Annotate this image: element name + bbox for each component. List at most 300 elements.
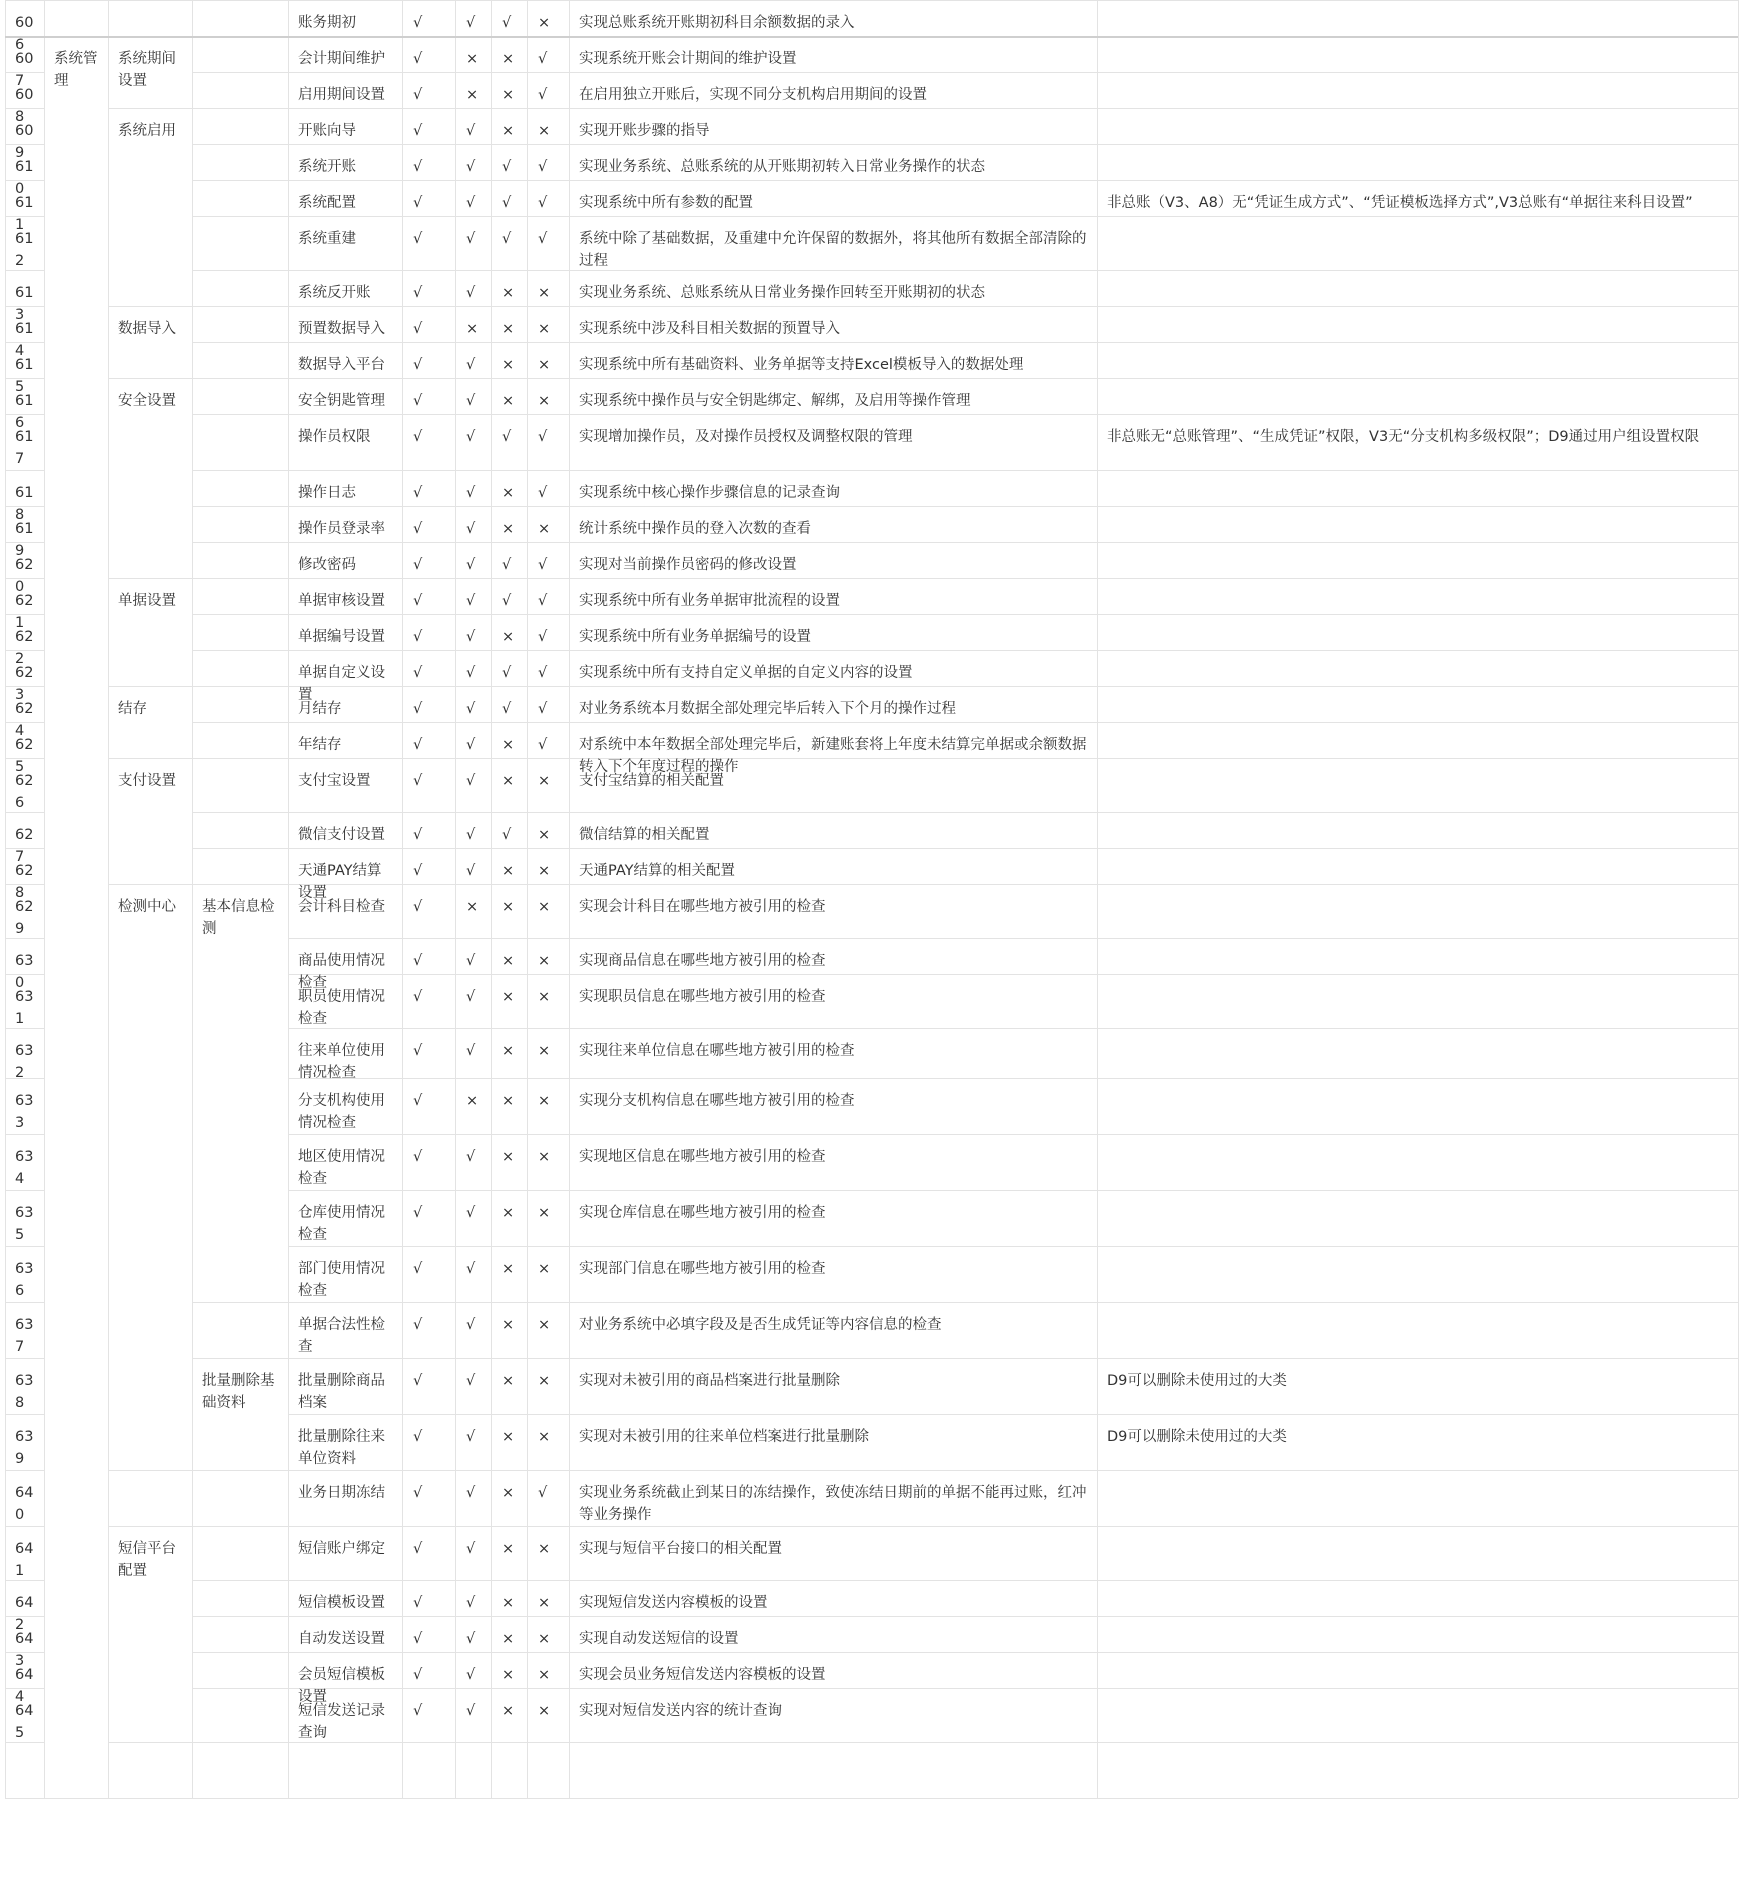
row-divider: [288, 1798, 402, 1799]
row-divider: [108, 1742, 192, 1743]
category-l3: [192, 108, 288, 144]
mark-1: √: [413, 701, 423, 717]
row-number: 610: [15, 159, 34, 197]
row-number: 629: [15, 899, 34, 937]
mark-1: √: [413, 321, 423, 337]
row-number: 628: [15, 863, 34, 901]
feature-name: 商品使用情况检查: [298, 953, 385, 991]
mark-3: √: [502, 15, 512, 31]
row-number: 638: [15, 1373, 34, 1411]
feature-name: 系统开账: [298, 159, 356, 175]
description: 实现业务系统截止到某日的冻结操作，致使冻结日期前的单据不能再过账，红冲等业务操作: [579, 1485, 1087, 1523]
category-l3: [192, 1652, 288, 1688]
category-l3: [192, 848, 288, 884]
mark-2: √: [466, 123, 476, 139]
note: [1097, 1078, 1738, 1134]
row-number: 634: [15, 1149, 34, 1187]
category-l3: 批量删除基础资料: [202, 1373, 275, 1411]
feature-name: 预置数据导入: [298, 321, 385, 337]
feature-name: 数据导入平台: [298, 357, 385, 373]
mark-4: ×: [538, 321, 551, 337]
description: 实现地区信息在哪些地方被引用的检查: [579, 1149, 826, 1165]
description: 实现对未被引用的商品档案进行批量删除: [579, 1373, 840, 1389]
row-number: 626: [15, 773, 34, 811]
mark-3: √: [502, 665, 512, 681]
row-divider: [1097, 1798, 1738, 1799]
mark-4: ×: [538, 1631, 551, 1647]
mark-1: √: [413, 827, 423, 843]
mark-2: √: [466, 1429, 476, 1445]
note: [1097, 0, 1738, 36]
mark-3: √: [502, 159, 512, 175]
description: 实现对当前操作员密码的修改设置: [579, 557, 797, 573]
row-number: 635: [15, 1205, 34, 1243]
row-number: 623: [15, 665, 34, 703]
note: [1097, 270, 1738, 306]
category-l2: 结存: [118, 701, 147, 717]
note: [1097, 506, 1738, 542]
mark-2: √: [466, 863, 476, 879]
row-number: 617: [15, 429, 34, 467]
mark-1: √: [413, 737, 423, 753]
mark-3: ×: [502, 1317, 515, 1333]
mark-4: √: [538, 1485, 548, 1501]
mark-3: √: [502, 557, 512, 573]
mark-4: ×: [538, 863, 551, 879]
mark-3: ×: [502, 1093, 515, 1109]
feature-name: 短信账户绑定: [298, 1541, 385, 1557]
mark-4: ×: [538, 1595, 551, 1611]
row-divider: [108, 0, 192, 1]
mark-4: ×: [538, 1317, 551, 1333]
mark-1: √: [413, 629, 423, 645]
category-l1: 系统管理: [54, 51, 98, 89]
mark-3: ×: [502, 1595, 515, 1611]
description: 实现仓库信息在哪些地方被引用的检查: [579, 1205, 826, 1221]
description: 天通PAY结算的相关配置: [579, 863, 735, 879]
description: 实现商品信息在哪些地方被引用的检查: [579, 953, 826, 969]
mark-1: √: [413, 485, 423, 501]
category-l3: [192, 812, 288, 848]
mark-4: √: [538, 737, 548, 753]
row-number: 609: [15, 123, 34, 161]
feature-name: 短信模板设置: [298, 1595, 385, 1611]
mark-3: √: [502, 701, 512, 717]
category-l3: [192, 180, 288, 216]
feature-name: 会员短信模板设置: [298, 1667, 385, 1705]
row-number: 637: [15, 1317, 34, 1355]
note: [1097, 108, 1738, 144]
mark-2: √: [466, 989, 476, 1005]
row-divider: [491, 1742, 527, 1743]
description: 实现职员信息在哪些地方被引用的检查: [579, 989, 826, 1005]
note: [1097, 342, 1738, 378]
category-l3: [192, 1302, 288, 1358]
note: [1097, 884, 1738, 938]
note: [1097, 578, 1738, 614]
mark-3: ×: [502, 1429, 515, 1445]
row-number: 631: [15, 989, 34, 1027]
note: [1097, 812, 1738, 848]
mark-4: ×: [538, 1093, 551, 1109]
mark-4: √: [538, 629, 548, 645]
mark-1: √: [413, 1043, 423, 1059]
mark-2: √: [466, 629, 476, 645]
description: 实现系统中所有业务单据编号的设置: [579, 629, 811, 645]
mark-4: ×: [538, 1667, 551, 1683]
mark-4: √: [538, 231, 548, 247]
note: [1097, 1302, 1738, 1358]
mark-2: √: [466, 15, 476, 31]
row-number: 625: [15, 737, 34, 775]
note: 非总账无“总账管理”、“生成凭证”权限，V3无“分支机构多级权限”；D9通过用户组设置权限: [1107, 429, 1700, 445]
row-divider: [44, 0, 108, 1]
category-l3: [192, 758, 288, 812]
mark-3: √: [502, 231, 512, 247]
description: 实现系统开账会计期间的维护设置: [579, 51, 797, 67]
description: 系统中除了基础数据，及重建中允许保留的数据外，将其他所有数据全部清除的过程: [579, 231, 1087, 269]
mark-4: ×: [538, 1043, 551, 1059]
mark-1: √: [413, 51, 423, 67]
category-l3: [192, 36, 288, 72]
mark-1: √: [413, 393, 423, 409]
note: [1097, 614, 1738, 650]
description: 对业务系统本月数据全部处理完毕后转入下个月的操作过程: [579, 701, 956, 717]
category-l3: [192, 0, 288, 36]
feature-name: 会计科目检查: [298, 899, 385, 915]
row-number: 622: [15, 629, 34, 667]
mark-1: √: [413, 665, 423, 681]
mark-2: √: [466, 737, 476, 753]
description: 实现系统中所有业务单据审批流程的设置: [579, 593, 840, 609]
description: 实现会员业务短信发送内容模板的设置: [579, 1667, 826, 1683]
row-divider: [1097, 1742, 1738, 1743]
row-divider: [402, 1742, 455, 1743]
mark-3: ×: [502, 1205, 515, 1221]
mark-4: √: [538, 87, 548, 103]
description: 实现会计科目在哪些地方被引用的检查: [579, 899, 826, 915]
mark-1: √: [413, 357, 423, 373]
mark-4: ×: [538, 1261, 551, 1277]
mark-1: √: [413, 593, 423, 609]
mark-2: √: [466, 557, 476, 573]
feature-name: 短信发送记录查询: [298, 1703, 385, 1741]
mark-1: √: [413, 1595, 423, 1611]
row-number: 640: [15, 1485, 34, 1523]
note: [1097, 1616, 1738, 1652]
mark-1: √: [413, 1541, 423, 1557]
note: [1097, 216, 1738, 270]
description: 在启用独立开账后，实现不同分支机构启用期间的设置: [579, 87, 927, 103]
note: [1097, 938, 1738, 974]
row-divider: [569, 1798, 1097, 1799]
description: 实现系统中操作员与安全钥匙绑定、解绑，及启用等操作管理: [579, 393, 971, 409]
feature-name: 微信支付设置: [298, 827, 385, 843]
category-l2: 系统启用: [118, 123, 176, 139]
feature-name: 单据编号设置: [298, 629, 385, 645]
row-divider: [455, 1742, 491, 1743]
feature-table: [5, 0, 1738, 1899]
note: [1097, 722, 1738, 758]
mark-4: ×: [538, 1541, 551, 1557]
mark-2: ×: [466, 1093, 479, 1109]
mark-2: √: [466, 1317, 476, 1333]
mark-4: ×: [538, 15, 551, 31]
mark-2: √: [466, 1149, 476, 1165]
mark-3: √: [502, 593, 512, 609]
mark-2: √: [466, 1595, 476, 1611]
category-l3: [192, 470, 288, 506]
mark-3: ×: [502, 321, 515, 337]
feature-name: 天通PAY结算设置: [298, 863, 382, 901]
mark-2: ×: [466, 321, 479, 337]
mark-3: ×: [502, 953, 515, 969]
mark-2: √: [466, 665, 476, 681]
note: [1097, 974, 1738, 1028]
mark-1: √: [413, 159, 423, 175]
row-divider: [569, 1742, 1097, 1743]
note: [1097, 686, 1738, 722]
feature-name: 会计期间维护: [298, 51, 385, 67]
mark-2: √: [466, 701, 476, 717]
note: [1097, 1028, 1738, 1078]
mark-2: √: [466, 593, 476, 609]
mark-3: ×: [502, 485, 515, 501]
mark-3: ×: [502, 737, 515, 753]
feature-name: 操作员权限: [298, 429, 371, 445]
mark-4: ×: [538, 773, 551, 789]
mark-4: √: [538, 701, 548, 717]
mark-4: ×: [538, 1205, 551, 1221]
mark-2: √: [466, 1261, 476, 1277]
feature-name: 支付宝设置: [298, 773, 371, 789]
description: 实现自动发送短信的设置: [579, 1631, 739, 1647]
mark-3: ×: [502, 773, 515, 789]
mark-2: √: [466, 159, 476, 175]
mark-3: ×: [502, 87, 515, 103]
mark-3: √: [502, 827, 512, 843]
mark-4: ×: [538, 1149, 551, 1165]
feature-name: 操作日志: [298, 485, 356, 501]
description: 支付宝结算的相关配置: [579, 773, 724, 789]
mark-1: √: [413, 429, 423, 445]
mark-1: √: [413, 863, 423, 879]
feature-name: 开账向导: [298, 123, 356, 139]
row-number: 616: [15, 393, 34, 431]
category-l3: [192, 578, 288, 614]
row-number: 643: [15, 1631, 34, 1669]
mark-4: √: [538, 195, 548, 211]
feature-name: 系统反开账: [298, 285, 371, 301]
category-l3: [192, 306, 288, 342]
mark-3: ×: [502, 357, 515, 373]
description: 实现业务系统、总账系统从日常业务操作回转至开账期初的状态: [579, 285, 985, 301]
category-l2: 安全设置: [118, 393, 176, 409]
mark-4: √: [538, 429, 548, 445]
mark-1: √: [413, 87, 423, 103]
row-number: 632: [15, 1043, 34, 1081]
mark-2: ×: [466, 899, 479, 915]
mark-2: √: [466, 357, 476, 373]
mark-3: ×: [502, 521, 515, 537]
mark-4: ×: [538, 989, 551, 1005]
mark-3: ×: [502, 1485, 515, 1501]
feature-name: 系统重建: [298, 231, 356, 247]
description: 实现对短信发送内容的统计查询: [579, 1703, 782, 1719]
mark-2: √: [466, 1541, 476, 1557]
mark-4: ×: [538, 1373, 551, 1389]
note: [1097, 542, 1738, 578]
category-l3: [192, 342, 288, 378]
mark-2: ×: [466, 51, 479, 67]
row-number: 611: [15, 195, 34, 233]
row-divider: [455, 1798, 491, 1799]
mark-1: √: [413, 1485, 423, 1501]
description: 统计系统中操作员的登入次数的查看: [579, 521, 811, 537]
mark-3: ×: [502, 51, 515, 67]
mark-4: ×: [538, 827, 551, 843]
row-number: 607: [15, 51, 34, 89]
mark-4: ×: [538, 123, 551, 139]
row-number: 606: [15, 15, 34, 53]
mark-4: ×: [538, 521, 551, 537]
row-divider: [192, 1798, 288, 1799]
mark-2: √: [466, 1703, 476, 1719]
mark-1: √: [413, 1631, 423, 1647]
note: [1097, 758, 1738, 812]
category-l3: [192, 650, 288, 686]
description: 对业务系统中必填字段及是否生成凭证等内容信息的检查: [579, 1317, 942, 1333]
mark-1: √: [413, 773, 423, 789]
mark-4: ×: [538, 285, 551, 301]
row-number: 624: [15, 701, 34, 739]
category-l3: [192, 1470, 288, 1526]
description: 实现系统中所有支持自定义单据的自定义内容的设置: [579, 665, 913, 681]
description: 实现系统中核心操作步骤信息的记录查询: [579, 485, 840, 501]
row-number: 639: [15, 1429, 34, 1467]
mark-4: √: [538, 485, 548, 501]
description: 实现部门信息在哪些地方被引用的检查: [579, 1261, 826, 1277]
mark-3: ×: [502, 393, 515, 409]
column-divider: [1738, 0, 1739, 1798]
mark-4: √: [538, 557, 548, 573]
row-number: 620: [15, 557, 34, 595]
row-divider: [527, 1742, 569, 1743]
mark-3: ×: [502, 123, 515, 139]
category-l3: [192, 216, 288, 270]
feature-name: 年结存: [298, 737, 342, 753]
note: [1097, 72, 1738, 108]
note: [1097, 378, 1738, 414]
mark-2: √: [466, 1631, 476, 1647]
row-divider: [527, 1798, 569, 1799]
row-divider: [491, 1798, 527, 1799]
feature-name: 启用期间设置: [298, 87, 385, 103]
mark-3: ×: [502, 1043, 515, 1059]
description: 实现系统中所有基础资料、业务单据等支持Excel模板导入的数据处理: [579, 357, 1024, 373]
note: [1097, 848, 1738, 884]
mark-2: √: [466, 429, 476, 445]
description: 实现增加操作员，及对操作员授权及调整权限的管理: [579, 429, 913, 445]
mark-3: ×: [502, 1631, 515, 1647]
row-divider: [402, 1798, 455, 1799]
description: 实现系统中涉及科目相关数据的预置导入: [579, 321, 840, 337]
category-l3: [192, 722, 288, 758]
feature-name: 安全钥匙管理: [298, 393, 385, 409]
mark-4: ×: [538, 393, 551, 409]
description: 实现开账步骤的指导: [579, 123, 710, 139]
note: [1097, 1246, 1738, 1302]
mark-1: √: [413, 1149, 423, 1165]
row-number: 608: [15, 87, 34, 125]
mark-3: √: [502, 429, 512, 445]
feature-name: 批量删除往来单位资料: [298, 1429, 385, 1467]
mark-3: ×: [502, 1261, 515, 1277]
mark-1: √: [413, 1093, 423, 1109]
feature-name: 职员使用情况检查: [298, 989, 385, 1027]
category-l2: 数据导入: [118, 321, 176, 337]
mark-2: √: [466, 773, 476, 789]
mark-4: √: [538, 593, 548, 609]
row-number: 618: [15, 485, 34, 523]
feature-name: 往来单位使用情况检查: [298, 1043, 385, 1081]
description: 实现往来单位信息在哪些地方被引用的检查: [579, 1043, 855, 1059]
category-l2: 检测中心: [118, 899, 176, 915]
row-divider: [5, 1798, 44, 1799]
row-divider: [108, 1798, 192, 1799]
mark-3: ×: [502, 1667, 515, 1683]
category-l3: [192, 506, 288, 542]
note: [1097, 36, 1738, 72]
mark-1: √: [413, 1261, 423, 1277]
feature-name: 仓库使用情况检查: [298, 1205, 385, 1243]
row-number: 612: [15, 231, 34, 269]
mark-2: √: [466, 195, 476, 211]
row-number: 621: [15, 593, 34, 631]
row-divider: [44, 1798, 108, 1799]
mark-2: √: [466, 521, 476, 537]
feature-name: 修改密码: [298, 557, 356, 573]
mark-4: √: [538, 51, 548, 67]
mark-2: √: [466, 231, 476, 247]
mark-4: ×: [538, 357, 551, 373]
category-l2: 单据设置: [118, 593, 176, 609]
mark-2: √: [466, 1667, 476, 1683]
category-l3: [192, 1526, 288, 1580]
mark-4: ×: [538, 899, 551, 915]
category-l3: 基本信息检测: [202, 899, 275, 937]
note: [1097, 1526, 1738, 1580]
mark-4: ×: [538, 1703, 551, 1719]
category-l3: [192, 1616, 288, 1652]
mark-1: √: [413, 1667, 423, 1683]
mark-4: √: [538, 665, 548, 681]
mark-1: √: [413, 521, 423, 537]
row-divider: [192, 1742, 288, 1743]
mark-1: √: [413, 15, 423, 31]
mark-1: √: [413, 1429, 423, 1445]
category-l3: [192, 1688, 288, 1742]
mark-4: √: [538, 159, 548, 175]
mark-2: √: [466, 1043, 476, 1059]
row-number: 636: [15, 1261, 34, 1299]
row-divider: [5, 1742, 44, 1743]
feature-name: 系统配置: [298, 195, 356, 211]
mark-2: √: [466, 1205, 476, 1221]
mark-1: √: [413, 123, 423, 139]
feature-name: 地区使用情况检查: [298, 1149, 385, 1187]
mark-2: √: [466, 827, 476, 843]
